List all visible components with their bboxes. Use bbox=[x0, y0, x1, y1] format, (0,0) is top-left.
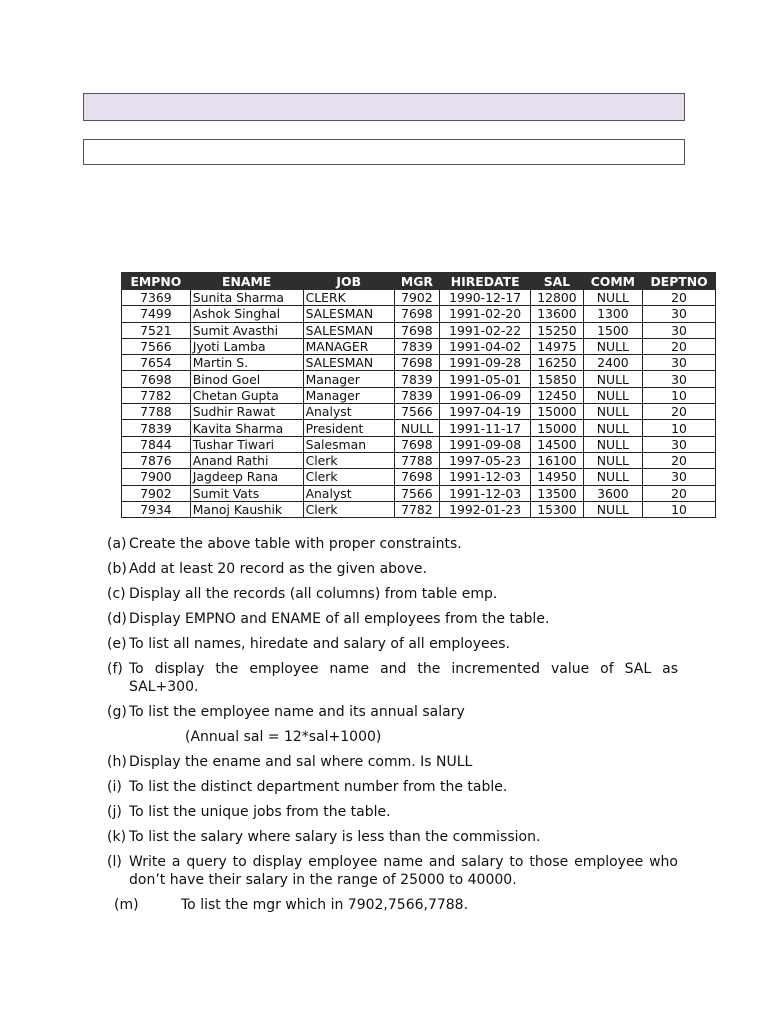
table-cell: 15850 bbox=[531, 371, 583, 387]
table-cell: SALESMAN bbox=[303, 306, 394, 322]
table-row bbox=[122, 404, 716, 420]
question-text: To list the salary where salary is less than the commission. bbox=[129, 829, 541, 845]
table-cell: Manager bbox=[303, 371, 394, 387]
question-label: (i) bbox=[107, 779, 122, 795]
question-label: (b) bbox=[107, 561, 127, 577]
table-cell: 1992-01-23 bbox=[440, 501, 531, 517]
table-cell: 14975 bbox=[531, 338, 583, 354]
question-text: Create the above table with proper constraints. bbox=[129, 536, 462, 552]
table-cell: 1991-09-28 bbox=[440, 355, 531, 371]
table-cell: 7839 bbox=[394, 338, 439, 354]
table-row bbox=[122, 387, 716, 403]
table-cell: SALESMAN bbox=[303, 355, 394, 371]
table-cell: 16250 bbox=[531, 355, 583, 371]
table-cell: Jagdeep Rana bbox=[190, 469, 303, 485]
table-header-row bbox=[122, 273, 716, 290]
table-cell: 1991-02-22 bbox=[440, 322, 531, 338]
table-cell: 10 bbox=[643, 420, 716, 436]
table-cell: 1991-12-03 bbox=[440, 485, 531, 501]
table-cell: 12450 bbox=[531, 387, 583, 403]
table-cell: 1991-04-02 bbox=[440, 338, 531, 354]
table-cell: Jyoti Lamba bbox=[190, 338, 303, 354]
table-row bbox=[122, 469, 716, 485]
column-header: JOB bbox=[303, 273, 394, 290]
table-cell: 7844 bbox=[122, 436, 191, 452]
table-cell: Analyst bbox=[303, 485, 394, 501]
question-label: (m) bbox=[114, 897, 139, 913]
table-cell: Kavita Sharma bbox=[190, 420, 303, 436]
table-cell: 20 bbox=[643, 404, 716, 420]
table-cell: 1300 bbox=[583, 306, 643, 322]
table-cell: 7698 bbox=[394, 469, 439, 485]
table-cell: 20 bbox=[643, 452, 716, 468]
column-header: COMM bbox=[583, 273, 643, 290]
table-row bbox=[122, 452, 716, 468]
table-cell: NULL bbox=[583, 290, 643, 306]
column-header: HIREDATE bbox=[440, 273, 531, 290]
table-cell: 20 bbox=[643, 290, 716, 306]
question-label: (j) bbox=[107, 804, 122, 820]
table-cell: 14950 bbox=[531, 469, 583, 485]
table-cell: 10 bbox=[643, 387, 716, 403]
table-row bbox=[122, 338, 716, 354]
table-cell: 1991-02-20 bbox=[440, 306, 531, 322]
table-row bbox=[122, 355, 716, 371]
question-text: To list the employee name and its annual salary bbox=[129, 704, 465, 720]
table-cell: NULL bbox=[583, 387, 643, 403]
table-cell: 10 bbox=[643, 501, 716, 517]
table-row bbox=[122, 501, 716, 517]
table-cell: 30 bbox=[643, 436, 716, 452]
table-cell: 16100 bbox=[531, 452, 583, 468]
table-cell: 7788 bbox=[394, 452, 439, 468]
question-item bbox=[107, 778, 678, 796]
table-cell: 7698 bbox=[122, 371, 191, 387]
question-label: (a) bbox=[107, 536, 127, 552]
table-cell: 7654 bbox=[122, 355, 191, 371]
question-subtext: (Annual sal = 12*sal+1000) bbox=[185, 729, 382, 745]
column-header: SAL bbox=[531, 273, 583, 290]
question-label: (g) bbox=[107, 704, 127, 720]
table-cell: 7698 bbox=[394, 306, 439, 322]
table-cell: 1991-09-08 bbox=[440, 436, 531, 452]
table-cell: SALESMAN bbox=[303, 322, 394, 338]
table-cell: 7902 bbox=[394, 290, 439, 306]
table-cell: 30 bbox=[643, 322, 716, 338]
table-cell: 15250 bbox=[531, 322, 583, 338]
table-cell: 7782 bbox=[394, 501, 439, 517]
table-row bbox=[122, 322, 716, 338]
question-text: To list the mgr which in 7902,7566,7788. bbox=[181, 897, 469, 913]
question-item bbox=[107, 610, 678, 628]
table-cell: NULL bbox=[583, 452, 643, 468]
question-label: (d) bbox=[107, 611, 127, 627]
table-row bbox=[122, 290, 716, 306]
table-cell: 7369 bbox=[122, 290, 191, 306]
table-cell: 2400 bbox=[583, 355, 643, 371]
table-cell: 30 bbox=[643, 355, 716, 371]
table-row bbox=[122, 436, 716, 452]
table-cell: Anand Rathi bbox=[190, 452, 303, 468]
table-cell: Salesman bbox=[303, 436, 394, 452]
question-label: (c) bbox=[107, 586, 126, 602]
table-cell: 1991-06-09 bbox=[440, 387, 531, 403]
question-text: Add at least 20 record as the given above. bbox=[129, 561, 427, 577]
column-header: ENAME bbox=[190, 273, 303, 290]
table-cell: NULL bbox=[583, 420, 643, 436]
table-cell: MANAGER bbox=[303, 338, 394, 354]
table-cell: 7934 bbox=[122, 501, 191, 517]
question-item bbox=[107, 560, 678, 578]
question-text: Display EMPNO and ENAME of all employees from the table. bbox=[129, 611, 550, 627]
table-cell: Sumit Vats bbox=[190, 485, 303, 501]
question-label: (k) bbox=[107, 829, 127, 845]
table-cell: 7566 bbox=[394, 404, 439, 420]
table-cell: 7782 bbox=[122, 387, 191, 403]
table-row bbox=[122, 371, 716, 387]
table-cell: Martin S. bbox=[190, 355, 303, 371]
table-cell: NULL bbox=[583, 338, 643, 354]
table-cell: 1990-12-17 bbox=[440, 290, 531, 306]
table-cell: 1991-05-01 bbox=[440, 371, 531, 387]
table-cell: 7499 bbox=[122, 306, 191, 322]
table-cell: 7876 bbox=[122, 452, 191, 468]
table-cell: 12800 bbox=[531, 290, 583, 306]
table-cell: Clerk bbox=[303, 469, 394, 485]
table-cell: 7566 bbox=[122, 338, 191, 354]
table-cell: 1997-04-19 bbox=[440, 404, 531, 420]
table-cell: 14500 bbox=[531, 436, 583, 452]
table-cell: 7521 bbox=[122, 322, 191, 338]
question-item bbox=[107, 853, 678, 889]
table-cell: Ashok Singhal bbox=[190, 306, 303, 322]
table-cell: President bbox=[303, 420, 394, 436]
table-cell: Manager bbox=[303, 387, 394, 403]
table-cell: Manoj Kaushik bbox=[190, 501, 303, 517]
question-item bbox=[114, 896, 678, 914]
table-cell: Sunita Sharma bbox=[190, 290, 303, 306]
column-header: DEPTNO bbox=[643, 273, 716, 290]
column-header: MGR bbox=[394, 273, 439, 290]
question-item bbox=[107, 585, 678, 603]
table-cell: NULL bbox=[583, 404, 643, 420]
table-cell: 7566 bbox=[394, 485, 439, 501]
table-cell: 7698 bbox=[394, 436, 439, 452]
question-label: (h) bbox=[107, 754, 127, 770]
table-cell: 30 bbox=[643, 306, 716, 322]
question-text: To list the distinct department number from the table. bbox=[129, 779, 508, 795]
table-cell: 13600 bbox=[531, 306, 583, 322]
table-cell: 3600 bbox=[583, 485, 643, 501]
table-cell: 7900 bbox=[122, 469, 191, 485]
table-row bbox=[122, 306, 716, 322]
table-cell: NULL bbox=[583, 436, 643, 452]
table-cell: 7698 bbox=[394, 322, 439, 338]
question-list bbox=[107, 535, 678, 914]
table-cell: 1991-11-17 bbox=[440, 420, 531, 436]
question-item bbox=[107, 635, 678, 653]
table-cell: NULL bbox=[583, 371, 643, 387]
table-cell: NULL bbox=[394, 420, 439, 436]
table-cell: 7788 bbox=[122, 404, 191, 420]
table-cell: 7902 bbox=[122, 485, 191, 501]
table-cell: 15000 bbox=[531, 420, 583, 436]
question-text: Display the ename and sal where comm. Is NULL bbox=[129, 754, 473, 770]
question-item bbox=[107, 703, 678, 746]
table-cell: 1500 bbox=[583, 322, 643, 338]
table-cell: 13500 bbox=[531, 485, 583, 501]
table-cell: 15300 bbox=[531, 501, 583, 517]
table-cell: 1991-12-03 bbox=[440, 469, 531, 485]
table-cell: 7698 bbox=[394, 355, 439, 371]
table-cell: 7839 bbox=[394, 371, 439, 387]
table-cell: 30 bbox=[643, 469, 716, 485]
table-cell: 1997-05-23 bbox=[440, 452, 531, 468]
question-item bbox=[107, 803, 678, 821]
question-text: To display the employee name and the incremented value of SAL as SAL+300. bbox=[129, 661, 678, 695]
header-empty-box bbox=[83, 139, 685, 165]
table-cell: NULL bbox=[583, 469, 643, 485]
table-cell: Tushar Tiwari bbox=[190, 436, 303, 452]
table-cell: NULL bbox=[583, 501, 643, 517]
table-cell: 30 bbox=[643, 371, 716, 387]
header-shaded-box bbox=[83, 93, 685, 121]
table-row bbox=[122, 420, 716, 436]
table-cell: 15000 bbox=[531, 404, 583, 420]
question-text: Write a query to display employee name and salary to those employee who don’t have their salary in the range of 25000 to 40000. bbox=[129, 854, 678, 888]
column-header: EMPNO bbox=[122, 273, 191, 290]
table-row bbox=[122, 485, 716, 501]
emp-table bbox=[121, 272, 716, 518]
table-cell: CLERK bbox=[303, 290, 394, 306]
table-cell: 20 bbox=[643, 338, 716, 354]
question-text: To list all names, hiredate and salary of all employees. bbox=[129, 636, 510, 652]
question-item bbox=[107, 660, 678, 696]
table-body bbox=[122, 290, 716, 518]
question-label: (f) bbox=[107, 661, 123, 677]
table-cell: Chetan Gupta bbox=[190, 387, 303, 403]
table-cell: Clerk bbox=[303, 452, 394, 468]
table-cell: Clerk bbox=[303, 501, 394, 517]
table-cell: 7839 bbox=[394, 387, 439, 403]
question-label: (l) bbox=[107, 854, 122, 870]
question-item bbox=[107, 535, 678, 553]
question-text: Display all the records (all columns) from table emp. bbox=[129, 586, 498, 602]
question-item bbox=[107, 828, 678, 846]
table-cell: Binod Goel bbox=[190, 371, 303, 387]
table-cell: 7839 bbox=[122, 420, 191, 436]
question-label: (e) bbox=[107, 636, 127, 652]
table-cell: Sumit Avasthi bbox=[190, 322, 303, 338]
question-item bbox=[107, 753, 678, 771]
question-text: To list the unique jobs from the table. bbox=[129, 804, 391, 820]
table-cell: Sudhir Rawat bbox=[190, 404, 303, 420]
table-cell: 20 bbox=[643, 485, 716, 501]
table-cell: Analyst bbox=[303, 404, 394, 420]
